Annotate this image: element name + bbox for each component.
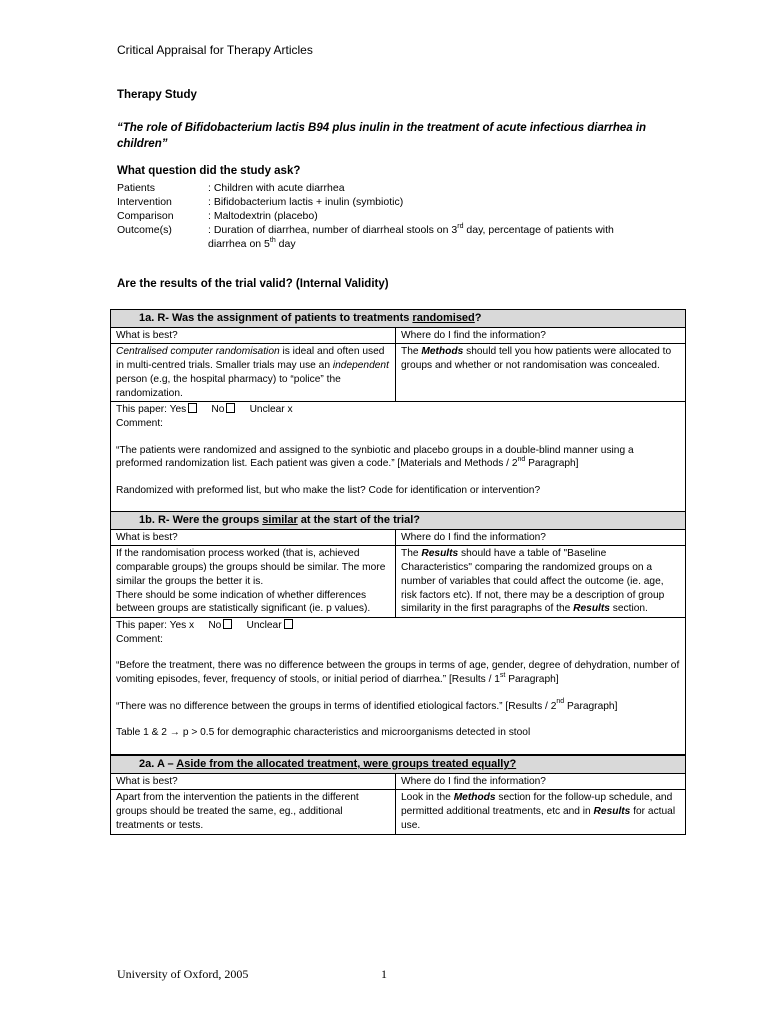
comment-label: Comment: (116, 633, 163, 645)
comment-quote: “There was no difference between the groups in terms of identified etiological factors.” [Results / 2nd Paragraph] (116, 698, 618, 712)
question-heading: What question did the study ask? (117, 165, 301, 177)
col-what-is-best: What is best? (111, 529, 396, 546)
checkbox-icon (223, 619, 232, 629)
pico-label: Comparison (117, 210, 174, 222)
best-practice-text: If the randomisation process worked (that is, achieved comparable groups) the groups should be similar. The more similar the groups the better it is. There should be some indication of whether differences between groups are statistically significant (ie. p values). (111, 546, 396, 618)
footer-organization: University of Oxford, 2005 (117, 967, 249, 981)
question-2a-heading: 2a. A – Aside from the allocated treatment, were groups treated equally? (111, 756, 686, 774)
col-where-find: Where do I find the information? (396, 327, 686, 344)
question-1a-table (110, 309, 686, 513)
checkbox-icon (284, 619, 293, 629)
pico-label: Patients (117, 182, 155, 194)
paper-comment (111, 617, 686, 754)
question-1a-heading: 1a. R- Was the assignment of patients to treatments randomised? (111, 310, 686, 328)
question-1b-heading: 1b. R- Were the groups similar at the start of the trial? (111, 512, 686, 530)
page-header: Critical Appraisal for Therapy Articles (117, 43, 313, 57)
question-1b-table (110, 511, 686, 755)
pico-label: Outcome(s) (117, 224, 172, 236)
col-where-find: Where do I find the information? (396, 773, 686, 790)
col-where-find: Where do I find the information? (396, 529, 686, 546)
where-text: The Results should have a table of "Baseline Characteristics" comparing the randomized groups on a number of variables that could affect the outcome (ie. age, risk factors etc). If not, there may be a description of group similarity in the first paragraphs of the Results section. (396, 546, 686, 618)
pico-intervention (117, 195, 638, 209)
where-text: Look in the Methods section for the follow-up schedule, and permitted additional treatments, etc and in Results for actual use. (396, 790, 686, 834)
paper-assessment: This paper: Yes No Unclear x (116, 404, 293, 416)
pico-outcome-cont: diarrhea on 5th day (208, 236, 296, 250)
pico-label: Intervention (117, 196, 172, 208)
paper-assessment: This paper: Yes x No Unclear (116, 619, 680, 633)
pico-outcome (117, 223, 638, 237)
pico-comparison (117, 209, 638, 223)
comment-note: Randomized with preformed list, but who make the list? Code for identification or intervention? (116, 485, 541, 497)
pico-value: : Bifidobacterium lactis + inulin (symbiotic) (208, 196, 404, 208)
pico-value: : Children with acute diarrhea (208, 182, 345, 194)
best-practice-text: Apart from the intervention the patients in the different groups should be treated the same, eg., additional treatments or tests. (111, 790, 396, 834)
where-text: The Methods should tell you how patients were allocated to groups and whether or not randomisation was concealed. (396, 344, 686, 402)
pico-block (117, 181, 638, 251)
validity-heading: Are the results of the trial valid? (Internal Validity) (117, 278, 389, 290)
comment-label: Comment: (116, 417, 163, 429)
comment-note: Table 1 & 2 → p > 0.5 for demographic characteristics and microorganisms detected in stool (116, 727, 531, 739)
pico-value: : Maltodextrin (placebo) (208, 210, 318, 222)
pico-value: : Duration of diarrhea, number of diarrheal stools on 3rd day, percentage of patients with (208, 222, 614, 236)
paper-comment (111, 402, 686, 513)
page-number: 1 (381, 967, 387, 981)
therapy-study-heading: Therapy Study (117, 89, 197, 101)
col-what-is-best: What is best? (111, 327, 396, 344)
study-title: “The role of Bifidobacterium lactis B94 plus inulin in the treatment of acute infectious diarrhea in children” (117, 122, 647, 150)
checkbox-icon (226, 403, 235, 413)
comment-quote: “Before the treatment, there was no difference between the groups in terms of age, gender, degree of dehydration, number of vomiting episodes, fever, frequency of stools, or initial period of diarrhea.” [Results / 1st Paragraph] (116, 660, 680, 686)
comment-quote: “The patients were randomized and assigned to the synbiotic and placebo groups in a double-blind manner using a preformed randomization list. Each patient was given a code.” [Materials and Methods / 2nd Paragraph] (116, 444, 634, 470)
col-what-is-best: What is best? (111, 773, 396, 790)
pico-patients (117, 181, 638, 195)
question-2a-table (110, 755, 686, 835)
checkbox-icon (188, 403, 197, 413)
best-practice-text: Centralised computer randomisation is ideal and often used in multi-centred trials. Smaller trials may use an independent person (e.g, the hospital pharmacy) to “police” the randomization. (111, 344, 396, 402)
